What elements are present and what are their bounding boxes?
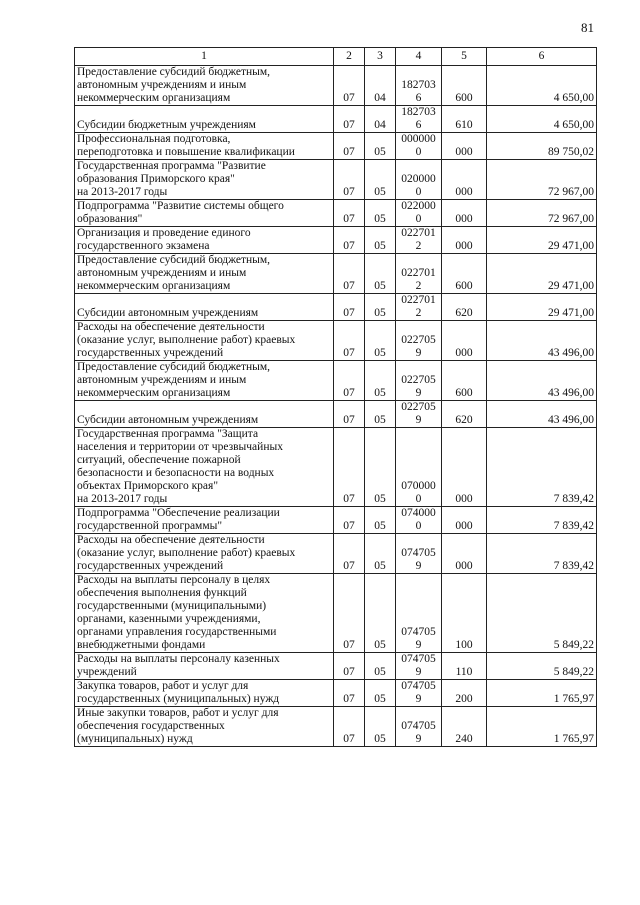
expense-type-code: 000 bbox=[442, 200, 487, 227]
expense-type-code: 000 bbox=[442, 534, 487, 574]
description-line: Предоставление субсидий бюджетным, bbox=[77, 66, 271, 78]
expense-type-code: 000 bbox=[442, 133, 487, 160]
code-part: 000000 bbox=[401, 133, 436, 145]
row-description bbox=[75, 321, 334, 361]
row-description bbox=[75, 106, 334, 133]
description-line: обеспечения выполнения функций bbox=[77, 587, 247, 599]
description-line: (оказание услуг, выполнение работ) краевых bbox=[77, 547, 296, 559]
section-code: 07 bbox=[334, 227, 365, 254]
code-part: 022705 bbox=[401, 334, 436, 346]
description-line: образования Приморского края" bbox=[77, 173, 235, 185]
expense-type-code: 620 bbox=[442, 294, 487, 321]
target-article-code bbox=[396, 254, 442, 294]
description-line: безопасности и безопасности на водных bbox=[77, 467, 275, 479]
subsection-code: 05 bbox=[365, 200, 396, 227]
expense-type-code: 610 bbox=[442, 106, 487, 133]
code-part: 9 bbox=[415, 347, 422, 359]
description-line: государственной программы" bbox=[77, 520, 223, 532]
description-line: Расходы на обеспечение деятельности bbox=[77, 321, 265, 333]
table-body bbox=[75, 66, 597, 747]
code-part: 6 bbox=[415, 119, 422, 131]
section-code: 07 bbox=[334, 66, 365, 106]
table-row bbox=[75, 227, 597, 254]
code-part: 070000 bbox=[401, 480, 436, 492]
row-description bbox=[75, 653, 334, 680]
table-row bbox=[75, 534, 597, 574]
subsection-code: 05 bbox=[365, 133, 396, 160]
description-line: Расходы на выплаты персоналу казенных bbox=[77, 653, 280, 665]
row-description bbox=[75, 534, 334, 574]
description-line: Расходы на обеспечение деятельности bbox=[77, 534, 265, 546]
description-line: государственными (муниципальными) bbox=[77, 600, 267, 612]
target-article-code bbox=[396, 361, 442, 401]
description-line: населения и территории от чрезвычайных bbox=[77, 441, 283, 453]
section-code: 07 bbox=[334, 294, 365, 321]
target-article-code bbox=[396, 66, 442, 106]
table-row bbox=[75, 200, 597, 227]
column-header: 1 bbox=[75, 48, 334, 66]
table-row bbox=[75, 401, 597, 428]
subsection-code: 05 bbox=[365, 534, 396, 574]
description-line: Субсидии автономным учреждениям bbox=[77, 307, 259, 319]
target-article-code bbox=[396, 294, 442, 321]
table-row bbox=[75, 160, 597, 200]
amount: 1 765,97 bbox=[487, 680, 597, 707]
subsection-code: 05 bbox=[365, 680, 396, 707]
code-part: 182703 bbox=[401, 106, 436, 118]
amount: 1 765,97 bbox=[487, 707, 597, 747]
subsection-code: 05 bbox=[365, 321, 396, 361]
section-code: 07 bbox=[334, 200, 365, 227]
description-line: некоммерческим организациям bbox=[77, 387, 231, 399]
description-line: Субсидии автономным учреждениям bbox=[77, 414, 259, 426]
code-part: 9 bbox=[415, 414, 422, 426]
amount: 4 650,00 bbox=[487, 66, 597, 106]
code-part: 0 bbox=[415, 213, 422, 225]
description-line: (оказание услуг, выполнение работ) краевых bbox=[77, 334, 296, 346]
row-description bbox=[75, 200, 334, 227]
description-line: Расходы на выплаты персоналу в целях bbox=[77, 574, 271, 586]
table-row bbox=[75, 428, 597, 507]
subsection-code: 04 bbox=[365, 106, 396, 133]
table-row bbox=[75, 707, 597, 747]
section-code: 07 bbox=[334, 254, 365, 294]
description-line: на 2013-2017 годы bbox=[77, 493, 168, 505]
description-line: (муниципальных) нужд bbox=[77, 733, 193, 745]
code-part: 074705 bbox=[401, 547, 436, 559]
amount: 4 650,00 bbox=[487, 106, 597, 133]
description-line: автономным учреждениям и иным bbox=[77, 374, 247, 386]
amount: 29 471,00 bbox=[487, 254, 597, 294]
subsection-code: 05 bbox=[365, 227, 396, 254]
description-line: Подпрограмма "Обеспечение реализации bbox=[77, 507, 280, 519]
description-line: объектах Приморского края" bbox=[77, 480, 219, 492]
description-line: на 2013-2017 годы bbox=[77, 186, 168, 198]
section-code: 07 bbox=[334, 401, 365, 428]
table-row bbox=[75, 321, 597, 361]
code-part: 9 bbox=[415, 733, 422, 745]
code-part: 0 bbox=[415, 146, 422, 158]
column-header: 5 bbox=[442, 48, 487, 66]
target-article-code bbox=[396, 106, 442, 133]
row-description bbox=[75, 133, 334, 160]
amount: 5 849,22 bbox=[487, 574, 597, 653]
expense-type-code: 600 bbox=[442, 254, 487, 294]
code-part: 2 bbox=[415, 240, 422, 252]
table-row bbox=[75, 507, 597, 534]
row-description bbox=[75, 294, 334, 321]
subsection-code: 05 bbox=[365, 507, 396, 534]
subsection-code: 05 bbox=[365, 428, 396, 507]
column-header: 3 bbox=[365, 48, 396, 66]
section-code: 07 bbox=[334, 160, 365, 200]
row-description bbox=[75, 707, 334, 747]
code-part: 074705 bbox=[401, 720, 436, 732]
description-line: Государственная программа "Развитие bbox=[77, 160, 266, 172]
description-line: учреждений bbox=[77, 666, 137, 678]
code-part: 9 bbox=[415, 560, 422, 572]
target-article-code bbox=[396, 680, 442, 707]
code-part: 182703 bbox=[401, 79, 436, 91]
code-part: 0 bbox=[415, 493, 422, 505]
row-description bbox=[75, 66, 334, 106]
description-line: государственного экзамена bbox=[77, 240, 210, 252]
amount: 43 496,00 bbox=[487, 401, 597, 428]
description-line: Профессиональная подготовка, bbox=[77, 133, 231, 145]
section-code: 07 bbox=[334, 321, 365, 361]
code-part: 9 bbox=[415, 666, 422, 678]
description-line: внебюджетными фондами bbox=[77, 639, 206, 651]
code-part: 022701 bbox=[401, 267, 436, 279]
subsection-code: 05 bbox=[365, 707, 396, 747]
subsection-code: 05 bbox=[365, 401, 396, 428]
amount: 7 839,42 bbox=[487, 507, 597, 534]
amount: 7 839,42 bbox=[487, 428, 597, 507]
description-line: некоммерческим организациям bbox=[77, 280, 231, 292]
code-part: 2 bbox=[415, 280, 422, 292]
amount: 43 496,00 bbox=[487, 321, 597, 361]
code-part: 9 bbox=[415, 387, 422, 399]
description-line: ситуаций, обеспечение пожарной bbox=[77, 454, 241, 466]
subsection-code: 05 bbox=[365, 160, 396, 200]
amount: 43 496,00 bbox=[487, 361, 597, 401]
target-article-code bbox=[396, 321, 442, 361]
amount: 7 839,42 bbox=[487, 534, 597, 574]
subsection-code: 05 bbox=[365, 574, 396, 653]
expense-type-code: 000 bbox=[442, 507, 487, 534]
code-part: 022705 bbox=[401, 401, 436, 413]
target-article-code bbox=[396, 707, 442, 747]
section-code: 07 bbox=[334, 507, 365, 534]
section-code: 07 bbox=[334, 133, 365, 160]
table-row bbox=[75, 254, 597, 294]
code-part: 022701 bbox=[401, 294, 436, 306]
expense-type-code: 600 bbox=[442, 66, 487, 106]
description-line: Иные закупки товаров, работ и услуг для bbox=[77, 707, 279, 719]
code-part: 0 bbox=[415, 520, 422, 532]
target-article-code bbox=[396, 133, 442, 160]
code-part: 022705 bbox=[401, 374, 436, 386]
description-line: государственных учреждений bbox=[77, 560, 224, 572]
column-header: 2 bbox=[334, 48, 365, 66]
code-part: 074705 bbox=[401, 653, 436, 665]
row-description bbox=[75, 160, 334, 200]
section-code: 07 bbox=[334, 428, 365, 507]
description-line: автономным учреждениям и иным bbox=[77, 79, 247, 91]
target-article-code bbox=[396, 160, 442, 200]
expense-type-code: 200 bbox=[442, 680, 487, 707]
column-header: 4 bbox=[396, 48, 442, 66]
description-line: Организация и проведение единого bbox=[77, 227, 251, 239]
table-row bbox=[75, 680, 597, 707]
expense-type-code: 110 bbox=[442, 653, 487, 680]
target-article-code bbox=[396, 653, 442, 680]
target-article-code bbox=[396, 401, 442, 428]
table-row bbox=[75, 574, 597, 653]
section-code: 07 bbox=[334, 680, 365, 707]
row-description bbox=[75, 227, 334, 254]
row-description bbox=[75, 507, 334, 534]
column-header: 6 bbox=[487, 48, 597, 66]
target-article-code bbox=[396, 574, 442, 653]
header-row bbox=[75, 48, 597, 66]
section-code: 07 bbox=[334, 361, 365, 401]
row-description bbox=[75, 361, 334, 401]
table-row bbox=[75, 106, 597, 133]
description-line: Государственная программа "Защита bbox=[77, 428, 259, 440]
description-line: Закупка товаров, работ и услуг для bbox=[77, 680, 249, 692]
code-part: 074705 bbox=[401, 626, 436, 638]
row-description bbox=[75, 401, 334, 428]
expense-type-code: 240 bbox=[442, 707, 487, 747]
table-row bbox=[75, 66, 597, 106]
target-article-code bbox=[396, 534, 442, 574]
page-number: 81 bbox=[581, 20, 594, 35]
description-line: государственных (муниципальных) нужд bbox=[77, 693, 280, 705]
amount: 5 849,22 bbox=[487, 653, 597, 680]
table-row bbox=[75, 133, 597, 160]
target-article-code bbox=[396, 227, 442, 254]
description-line: органами управления государственными bbox=[77, 626, 277, 638]
description-line: образования" bbox=[77, 213, 143, 225]
code-part: 6 bbox=[415, 92, 422, 104]
row-description bbox=[75, 254, 334, 294]
amount: 89 750,02 bbox=[487, 133, 597, 160]
expense-type-code: 600 bbox=[442, 361, 487, 401]
row-description bbox=[75, 680, 334, 707]
code-part: 9 bbox=[415, 639, 422, 651]
description-line: Подпрограмма "Развитие системы общего bbox=[77, 200, 284, 212]
expense-type-code: 000 bbox=[442, 428, 487, 507]
description-line: обеспечения государственных bbox=[77, 720, 225, 732]
budget-table bbox=[74, 47, 597, 747]
section-code: 07 bbox=[334, 707, 365, 747]
table-row bbox=[75, 361, 597, 401]
row-description bbox=[75, 428, 334, 507]
description-line: Предоставление субсидий бюджетным, bbox=[77, 361, 271, 373]
section-code: 07 bbox=[334, 106, 365, 133]
code-part: 020000 bbox=[401, 173, 436, 185]
target-article-code bbox=[396, 507, 442, 534]
code-part: 2 bbox=[415, 307, 422, 319]
expense-type-code: 100 bbox=[442, 574, 487, 653]
target-article-code bbox=[396, 428, 442, 507]
code-part: 0 bbox=[415, 186, 422, 198]
description-line: государственных учреждений bbox=[77, 347, 224, 359]
expense-type-code: 000 bbox=[442, 321, 487, 361]
subsection-code: 05 bbox=[365, 361, 396, 401]
subsection-code: 05 bbox=[365, 254, 396, 294]
table-row bbox=[75, 653, 597, 680]
subsection-code: 05 bbox=[365, 294, 396, 321]
expense-type-code: 000 bbox=[442, 160, 487, 200]
amount: 29 471,00 bbox=[487, 227, 597, 254]
table-row bbox=[75, 294, 597, 321]
expense-type-code: 000 bbox=[442, 227, 487, 254]
target-article-code bbox=[396, 200, 442, 227]
code-part: 022701 bbox=[401, 227, 436, 239]
code-part: 074000 bbox=[401, 507, 436, 519]
amount: 72 967,00 bbox=[487, 160, 597, 200]
amount: 29 471,00 bbox=[487, 294, 597, 321]
section-code: 07 bbox=[334, 653, 365, 680]
section-code: 07 bbox=[334, 534, 365, 574]
description-line: органами, казенными учреждениями, bbox=[77, 613, 261, 625]
row-description bbox=[75, 574, 334, 653]
description-line: некоммерческим организациям bbox=[77, 92, 231, 104]
subsection-code: 04 bbox=[365, 66, 396, 106]
description-line: переподготовка и повышение квалификации bbox=[77, 146, 295, 158]
description-line: автономным учреждениям и иным bbox=[77, 267, 247, 279]
expense-type-code: 620 bbox=[442, 401, 487, 428]
code-part: 022000 bbox=[401, 200, 436, 212]
subsection-code: 05 bbox=[365, 653, 396, 680]
description-line: Предоставление субсидий бюджетным, bbox=[77, 254, 271, 266]
section-code: 07 bbox=[334, 574, 365, 653]
code-part: 074705 bbox=[401, 680, 436, 692]
code-part: 9 bbox=[415, 693, 422, 705]
description-line: Субсидии бюджетным учреждениям bbox=[77, 119, 256, 131]
amount: 72 967,00 bbox=[487, 200, 597, 227]
